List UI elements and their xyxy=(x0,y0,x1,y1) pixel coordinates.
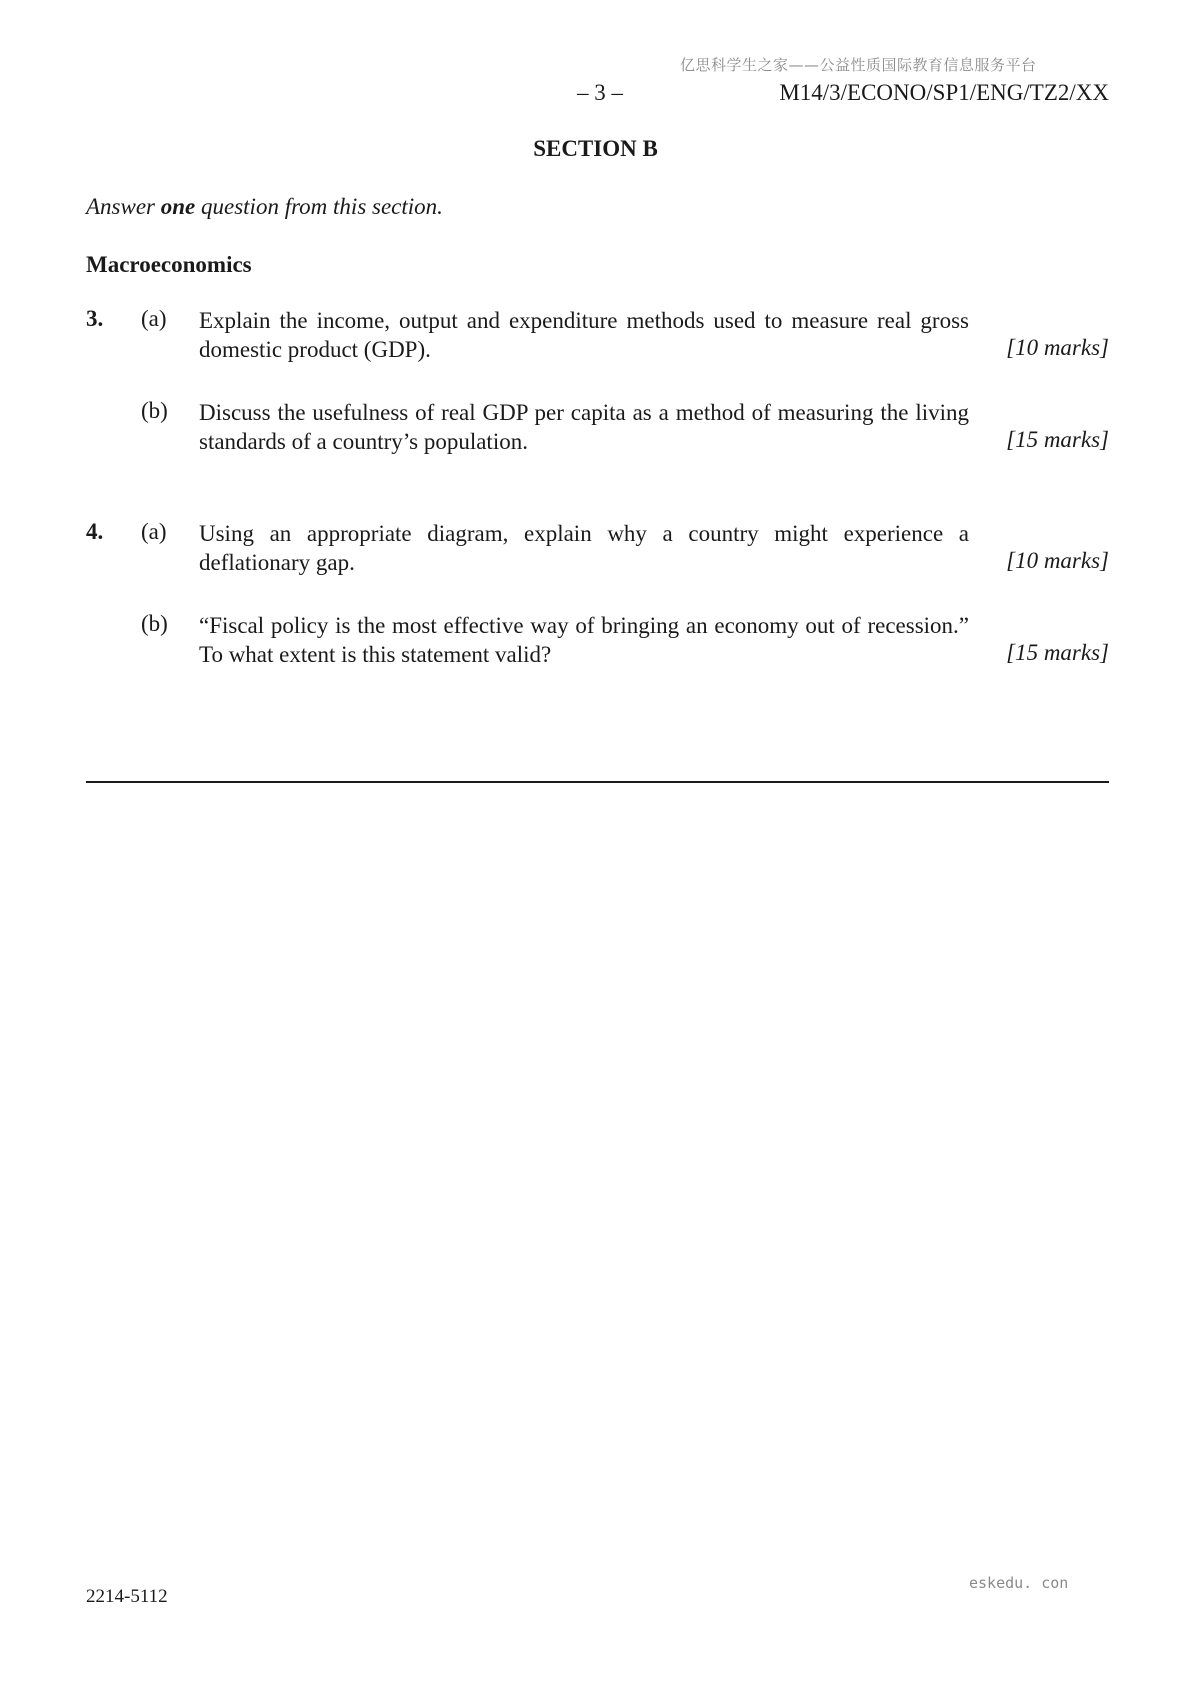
question-part-label: (a) xyxy=(141,519,167,544)
section-title: SECTION B xyxy=(533,136,658,161)
marks-label: [10 marks] xyxy=(1006,335,1109,360)
instruction-before: Answer xyxy=(86,194,161,219)
question-text: Explain the income, output and expenditure methods used to measure real gross domestic product (GDP). xyxy=(199,308,969,362)
instruction-after: question from this section. xyxy=(195,194,443,219)
question-part-label: (b) xyxy=(141,611,168,636)
question-part-label: (b) xyxy=(141,398,168,423)
section-instruction xyxy=(86,194,443,220)
watermark-bottom-text: eskedu. con xyxy=(969,1574,1069,1592)
question-text: Using an appropriate diagram, explain why a country might experience a deflationary gap. xyxy=(199,521,969,575)
footer-code: 2214-5112 xyxy=(86,1586,168,1607)
page-number: – 3 – xyxy=(577,80,623,105)
marks-label: [15 marks] xyxy=(1006,427,1109,452)
question-text: Discuss the usefulness of real GDP per capita as a method of measuring the living standards of a country’s population. xyxy=(199,400,969,454)
question-number: 3. xyxy=(86,306,104,331)
question-part-label: (a) xyxy=(141,306,167,331)
watermark-top-text: 亿思科学生之家——公益性质国际教育信息服务平台 xyxy=(680,56,1037,74)
question-number: 4. xyxy=(86,519,104,544)
question-text: “Fiscal policy is the most effective way of bringing an economy out of recession.” To what extent is this statement valid? xyxy=(199,613,969,667)
marks-label: [15 marks] xyxy=(1006,640,1109,665)
section-end-rule xyxy=(86,781,1109,783)
topic-heading: Macroeconomics xyxy=(86,252,252,277)
paper-code: M14/3/ECONO/SP1/ENG/TZ2/XX xyxy=(779,80,1109,105)
marks-label: [10 marks] xyxy=(1006,548,1109,573)
instruction-emphasis: one xyxy=(160,194,196,219)
